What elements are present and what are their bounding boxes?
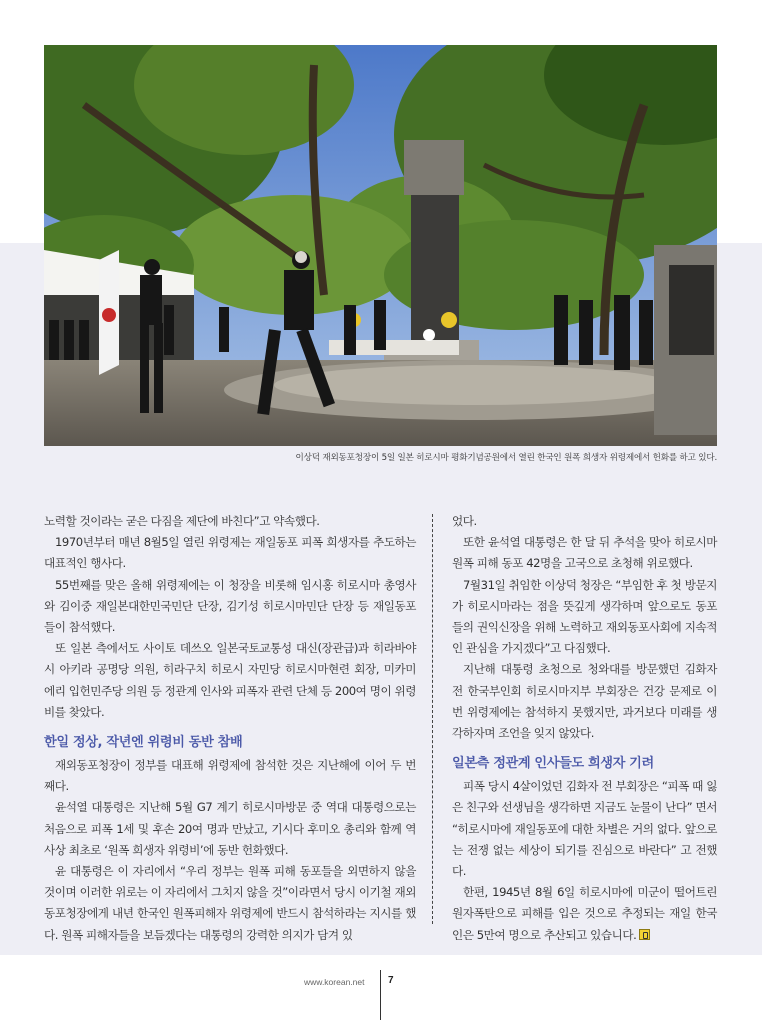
column-divider bbox=[432, 514, 433, 924]
paragraph: 피폭 당시 4살이었던 김화자 전 부회장은 “피폭 때 잃은 친구와 선생님을 생각하면 지금도 눈물이 난다” 면서 “히로시마에 재일동포에 대한 차별은 거의 없다. 앞으로는 전쟁 없는 세상이 되기를 진심으로 바란다” 고 전했다. bbox=[452, 779, 717, 879]
paragraph: 었다. bbox=[452, 514, 477, 528]
paragraph: 윤석열 대통령은 지난해 5월 G7 계기 히로시마방문 중 역대 대통령으로는 처음으로 피폭 1세 및 후손 20여 명과 만났고, 기시다 후미오 총리와 함께 역사상 최초로 ‘원폭 희생자 위령비’에 동반 헌화했다. bbox=[44, 800, 416, 857]
footer-url: www.korean.net bbox=[304, 977, 365, 987]
paragraph bbox=[452, 882, 717, 946]
memorial-photo bbox=[44, 45, 717, 446]
paragraph-text: 한편, 1945년 8월 6일 히로시마에 미군이 떨어트린 원자폭탄으로 피해를 입은 것으로 추정되는 재일 한국인은 5만여 명으로 추산되고 있습니다. bbox=[452, 885, 717, 942]
section-heading: 일본측 정관계 인사들도 희생자 기려 bbox=[452, 756, 654, 772]
paragraph: 노력할 것이라는 굳은 다짐을 제단에 바친다”고 약속했다. bbox=[44, 514, 320, 528]
photo-caption: 이상덕 재외동포청장이 5일 일본 히로시마 평화기념공원에서 열린 한국인 원폭 희생자 위령제에서 헌화를 하고 있다. bbox=[295, 453, 717, 463]
article-right-column bbox=[452, 511, 717, 946]
paragraph: 7월31일 취임한 이상덕 청장은 “부임한 후 첫 방문지가 히로시마라는 점을 뜻깊게 생각하며 앞으로도 동포들의 권익신장을 위해 노력하고 재외동포사회에 지속적인 관심을 가지겠다”고 다짐했다. bbox=[452, 577, 717, 656]
memorial-photo-illustration bbox=[44, 45, 717, 446]
article-end-icon bbox=[639, 929, 650, 940]
paragraph: 또 일본 측에서도 사이토 데쓰오 일본국토교통성 대신(장관급)과 히라바야시 아키라 공명당 의원, 히라구치 히로시 자민당 히로시마현련 회장, 미카미 에리 입헌민주당 의원 등 정관계 인사와 피폭자 관련 단체 등 200여 명이 위령비를 찾았다. bbox=[44, 641, 416, 719]
footer-divider bbox=[380, 970, 381, 1020]
paragraph: 재외동포청장이 정부를 대표해 위령제에 참석한 것은 지난해에 이어 두 번째다. bbox=[44, 758, 416, 794]
page-number: 7 bbox=[388, 975, 394, 986]
paragraph: 지난해 대통령 초청으로 청와대를 방문했던 김화자 전 한국부인회 히로시마지부 부회장은 건강 문제로 이번 위령제에는 참석하지 못했지만, 과거보다 미래를 생각하자며 조언을 잊지 않았다. bbox=[452, 662, 717, 741]
paragraph: 윤 대통령은 이 자리에서 “우리 정부는 원폭 피해 동포들을 외면하지 않을 것이며 이러한 위로는 이 자리에서 그치지 않을 것”이라면서 당시 이기철 재외동포청장에게 내년 한국인 원폭피해자 위령제에 반드시 참석하라는 지시를 했다. 원폭 피해자들을 보듬겠다는 대통령의 강력한 의지가 담겨 있 bbox=[44, 864, 416, 942]
section-heading: 한일 정상, 작년엔 위령비 동반 참배 bbox=[44, 735, 243, 751]
article-left-column bbox=[44, 511, 416, 946]
paragraph: 1970년부터 매년 8월5일 열린 위령제는 재일동포 피폭 희생자를 추도하는 대표적인 행사다. bbox=[44, 535, 416, 571]
paragraph: 또한 윤석열 대통령은 한 달 뒤 추석을 맞아 히로시마 원폭 피해 동포 42명을 고국으로 초청해 위로했다. bbox=[452, 535, 717, 571]
paragraph: 55번째를 맞은 올해 위령제에는 이 청장을 비롯해 임시홍 히로시마 총영사와 김이중 재일본대한민국민단 단장, 김기성 히로시마민단 단장 등 재일동포들이 참석했다. bbox=[44, 577, 416, 635]
